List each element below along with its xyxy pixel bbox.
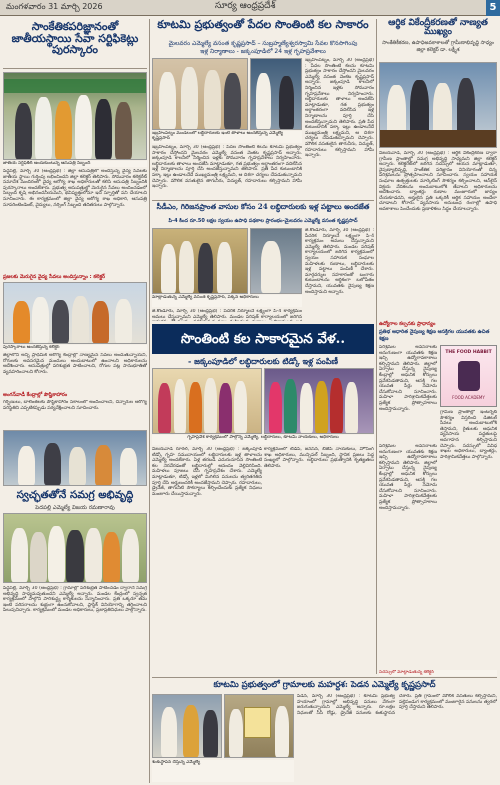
left-headline-2: స్వచ్ఛతతోనే సమగ్ర అభివృద్ధి (16, 489, 134, 501)
left-headline: సాంకేతికపరిజ్ఞానంతో జాతీయస్థాయి సేవా సర్టిఫికెట్లు పురస్కారం (11, 20, 139, 57)
mid-subheadline: పి-4 కింద రూ.50 లక్షల స్వయం ఉపాధి పథకాల ప్రారంభం-మైలవరం ఎమ్మెల్యే వసంత కృష్ణప్రసాద్ (168, 218, 358, 224)
top-subheadline-2: ఇళ్ల నిర్మాణాలు - జక్కంపూడిలో 24 ఇళ్ల గృహప్రవేశాలు (200, 48, 326, 55)
lower-body-1: విజయవాడ రూరల్, మార్చి 30 (ఆంధ్రప్రభ) : జక్కంపూడి టిడ్కో గృహ సముదాయంలో లబ్ధిదారులకు ఇళ్ల తాళాలను ఎమ్మెల్యే అందజేశారు. ఏళ్ల తరబడి ఎదురుచూసిన సొంతింటి కల నెరవేరడంతో లబ్ధిదారుల్లో ఆనందం వెల్లివిరిసింది. మహిళలు పూజలు చేసి గృహప్రవేశం చేశారు. ఎమ్మెల్యే మాట్లాడుతూ, టిడ్కో ఇళ్లలో మిగిలిన పనులను త్వరితగతిన పూర్తి చేసి అర్హులందరికీ అందజేస్తామని చెప్పారు. రహదారులు, డ్రైనేజీ, తాగునీటి సౌకర్యాలు కల్పించేందుకు ప్రత్యేక నిధులు మంజూరు చేయిస్తామన్నారు. (152, 447, 262, 497)
main-banner-subheadline: - జక్కంపూడిలో లబ్ధిదారులకు టిడ్కో ఇళ్ల పంపిణీ (188, 357, 338, 366)
lower-caption: గృహప్రవేశ కార్యక్రమంలో పాల్గొన్న ఎమ్మెల్యే, లబ్ధిదారులు, కూటమి నాయకులు, అధికారులు (152, 435, 374, 445)
left-body-1: పెద్దపల్లి, మార్చి 30 (ఆంధ్రప్రభ) : జిల్లా ఆసుపత్రిలో అందిస్తున్న వైద్య సేవలకు జాతీయ స్థాయి గుర్తింపు లభించిందని జిల్లా కలెక్టర్ తెలిపారు. సోమవారం కలెక్టరేట్ సమావేశ మందిరంలో వైద్య ఆరోగ్య శాఖ అధికారులతో కలిసి ఆసుపత్రి సిబ్బందికి పురస్కారాలు అందజేశారు. ప్రభుత్వ ఆసుపత్రుల్లో మెరుగైన సేవలు అందించడంలో సిబ్బంది కృషి అభినందనీయమని, భవిష్యత్తులోనూ ఇదే స్ఫూర్తితో పని చేయాలని సూచించారు. ఈ కార్యక్రమంలో జిల్లా వైద్య ఆరోగ్య శాఖ అధికారి, ఆసుపత్రి సూపరింటెండెంట్, వైద్యులు, నర్సింగ్ సిబ్బంది తదితరులు పాల్గొన్నారు. (3, 169, 147, 208)
right-headline: ఆర్థిక వికేంద్రీకరణతో నాణ్యత ముఖ్యం (388, 18, 488, 38)
page-number: 5 (486, 0, 500, 16)
bottom-body: పెడన, మార్చి 30 (ఆంధ్రప్రభ) : కూటమి ప్రభుత్వ హయాంలో గ్రామాల్లో అభివృద్ధి పనులు వేగంగా జరుగుతున్నాయని ఎమ్మెల్యే అన్నారు. రూ.లక్షల నిధులతో సీసీ రోడ్లు, డ్రైనేజీ పనులకు శంకుస్థాపన చేశారు. ప్రతి గ్రామంలో మౌలిక వసతులు కల్పిస్తామని, పల్లెపండుగ కార్యక్రమంలో మంజూరైన పనులను త్వరలో పూర్తి చేస్తామని తెలిపారు. (297, 694, 497, 716)
mid-body-continued: జి.కొండూరు, మార్చి 30 (ఆంధ్రప్రభ) : పేదరిక నిర్మూలనే లక్ష్యంగా పి-4 కార్యక్రమం అమలు చేస్తున్నామని ఎమ్మెల్యే తెలిపారు. మండల పరిషత్ కార్యాలయంలో జరిగిన (152, 309, 302, 320)
right-ad (440, 345, 497, 407)
right-subhead: ఉద్యోగాల కల్పనకు ప్రాధాన్యం (379, 321, 436, 327)
left-body-4: పెద్దపల్లి, మార్చి 30 (ఆంధ్రప్రభ) : గ్రామాల్లో పరిశుభ్రత పాటించడం ద్వారానే సమగ్ర అభివృద్ధి సాధ్యమవుతుందని ఎమ్మెల్యే అన్నారు. మండల కేంద్రంలో స్వచ్ఛత కార్యక్రమంలో పాల్గొని పారిశుద్ధ్య కార్మికులను సన్మానించారు. ప్రతి ఒక్కరూ తమ ఇంటి పరిసరాలను శుభ్రంగా ఉంచుకోవాలని, ప్లాస్టిక్ వినియోగాన్ని తగ్గించాలని పిలుపునిచ్చారు. కార్యక్రమంలో మండల అధికారులు, ప్రజాప్రతినిధులు పాల్గొన్నారు. (3, 586, 147, 614)
mid-caption: మాట్లాడుతున్న ఎమ్మెల్యే వసంత కృష్ణప్రసాద్, పక్కన అధికారులు (152, 295, 302, 307)
lower-photo-1 (152, 368, 262, 434)
mid-photo-2 (250, 228, 302, 294)
right-body-3: గ్రామీణ ప్రాంతాల్లో ఇంటర్నెట్ సౌకర్యం విస్తరించి డిజిటల్ సేవలు అందుబాటులోకి తెస్తామని, రైతులకు ఆధునిక వ్యవసాయ పద్ధతులపై అవగాహన కల్పిస్తామని చెప్పారు. సదస్సులో వివిధ శాఖల అధికారులు, బ్యాంకర్లు, పారిశ్రామికవేత్తలు పాల్గొన్నారు. (440, 410, 497, 460)
left-photo-2 (3, 282, 147, 344)
right-body-1: విజయవాడ, మార్చి 30 (ఆంధ్రప్రభ) : ఆర్థిక వికేంద్రీకరణ ద్వారా గ్రామీణ ప్రాంతాల్లో సమగ్ర అభివృద్ధి సాధ్యమని జిల్లా కలెక్టర్ అన్నారు. కలెక్టరేట్‌లో జరిగిన సదస్సులో ఆయన మాట్లాడుతూ, నైపుణ్యాభివృద్ధి, సాంకేతిక పరిజ్ఞానం వినియోగంతో చిన్న పరిశ్రమలను ప్రోత్సహించాలని సూచించారు. స్వయం సహాయక సంఘాల ఉత్పత్తులకు మార్కెటింగ్ సౌకర్యం కల్పించాలని, ఆన్‌లైన్ విక్రయ వేదికలను అందుబాటులోకి తేవాలని అధికారులను ఆదేశించారు. బ్యాంకర్లు రుణాల మంజూరులో జాప్యం చేయకూడదని, అర్హులైన ప్రతి ఒక్కరికీ ఆర్థిక సహాయం అందేలా చూడాలని కోరారు. వ్యవసాయ అనుబంధ రంగాల్లో ఉపాధి అవకాశాలు పెంచేందుకు ప్రణాళికలు సిద్ధం చేయాలన్నారు. (379, 151, 497, 212)
bottom-headline: కూటమి ప్రభుత్వంలో గ్రామాలకు మహర్దశ: పెడన ఎమ్మెల్యే కృష్ణప్రసాద్ (213, 679, 436, 689)
mid-body: జి.కొండూరు, మార్చి 30 (ఆంధ్రప్రభ) : పేదరిక నిర్మూలనే లక్ష్యంగా పి-4 కార్యక్రమం అమలు చేస్తున్నామని ఎమ్మెల్యే తెలిపారు. మండల పరిషత్ కార్యాలయంలో జరిగిన కార్యక్రమంలో స్వయం సహాయక సంఘాల మహిళలకు రుణాలు, లబ్ధిదారులకు ఇళ్ల పట్టాలు పంపిణీ చేశారు. మార్గదర్శుల సహకారంతో బంగారు కుటుంబాలను ఆర్థికంగా బలోపేతం చేస్తామని, యువతకు నైపుణ్య శిక్షణ అందిస్తామని అన్నారు. (305, 228, 374, 295)
right-subhead-2: ప్రతిభ ఆధారిత నైపుణ్య శిక్షణ ఆసక్తిగల యువతకు ఉచిత శిక్షణ (379, 329, 490, 342)
right-body-2-continued: పరిశ్రమల అవసరాలకు అనుగుణంగా యువతకు శిక్షణ ఇచ్చి ఉద్యోగావకాశాలు కల్పిస్తామని తెలిపారు. జిల్లాలో ఏర్పాటు చేస్తున్న నైపుణ్య కేంద్రాల్లో ఆధునిక కోర్సులు ప్రవేశపెడతామని, ఆసక్తి గల యువత పేర్లు నమోదు చేసుకోవాలని సూచించారు. మహిళా పారిశ్రామికవేత్తలకు ప్రత్యేక ప్రోత్సాహకాలు అందిస్తామన్నారు. (379, 444, 437, 511)
mid-photo (152, 228, 248, 294)
ad-text: FOOD ACADEMY (452, 395, 485, 400)
bottom-photo-2 (224, 694, 294, 758)
top-body-continued: ఇబ్రహీంపట్నం, మార్చి 30 (ఆంధ్రప్రభ) : పేదల సొంతింటి కలను కూటమి ప్రభుత్వం సాకారం చేస్తోందని మైలవరం ఎమ్మెల్యే వసంత వెంకట కృష్ణప్రసాద్ అన్నారు. జక్కంపూడి కాలనీలో నిర్మించిన ఇళ్లకు సోమవారం గృహప్రవేశాలు నిర్వహించారు. లబ్ధిదారులకు తాళాలు అందజేసి మాట్లాడుతూ, గత ప్రభుత్వం అర్ధాంతరంగా వదిలేసిన ఇళ్ల నిర్మాణాలను పూర్తి చేసి అందజేస్తున్నామని తెలిపారు. ప్రతి పేద కుటుంబానికి పక్కా ఇల్లు ఉండాలనేదే ముఖ్యమంత్రి లక్ష్యమని, ఆ దిశగా చర్యలు చేపడుతున్నామని చెప్పారు. మౌలిక వసతులైన తాగునీరు, విద్యుత్, రహదారులు కల్పిస్తామని హామీ ఇచ్చారు. (152, 145, 302, 190)
lower-photo-2 (264, 368, 374, 434)
bottom-photo-1 (152, 694, 222, 758)
page-header (0, 0, 500, 16)
right-bottom-caption: సదస్సులో మాట్లాడుతున్న కలెక్టర్ (379, 670, 497, 676)
main-banner-headline: సొంతింటి కల సాకారమైన వేళ.. (180, 331, 346, 347)
left-body-2: జిల్లాలోని అన్ని ప్రాథమిక ఆరోగ్య కేంద్రాల్లో నాణ్యమైన సేవలు అందుతున్నాయని, రోగులకు అవసరమైన మందులు అందుబాటులో ఉంచాలని అధికారులను ఆదేశించారు. ఆసుపత్రుల్లో పరిశుభ్రత పాటించాలని, రోగుల పట్ల సానుభూతితో వ్యవహరించాలని కోరారు. (3, 353, 147, 375)
right-body-2: పరిశ్రమల అవసరాలకు అనుగుణంగా యువతకు శిక్షణ ఇచ్చి ఉద్యోగావకాశాలు కల్పిస్తామని తెలిపారు. జిల్లాలో ఏర్పాటు చేస్తున్న నైపుణ్య కేంద్రాల్లో ఆధునిక కోర్సులు ప్రవేశపెడతామని, ఆసక్తి గల యువత పేర్లు నమోదు చేసుకోవాలని సూచించారు. మహిళా పారిశ్రామికవేత్తలకు ప్రత్యేక ప్రోత్సాహకాలు అందిస్తామన్నారు. (379, 345, 437, 412)
left-photo-1 (3, 72, 147, 160)
left-caption-1: జాతీయ సర్టిఫికెట్ అందుకుంటున్న ఆసుపత్రి సిబ్బంది (3, 161, 147, 167)
left-body-3: గర్భిణులు, బాలింతలకు పౌష్టికాహారం సకాలంలో అందించాలని, చిన్నారుల ఆరోగ్య పరిస్థితిని ఎప్పటికప్పుడు పర్యవేక్షించాలని సూచించారు. (3, 400, 147, 411)
top-photo-2 (250, 58, 302, 130)
left-subheadline-2: పెదపల్లి ఎమ్మెల్యే విజయ రమణారావు (35, 505, 115, 511)
left-photo-4 (3, 513, 147, 583)
mid-headline: సీడీఎం, గిరిజనప్రాంత వాసుల కోసం 24 లబ్ధిదారులకు ఇళ్ల పట్టాలు అందజేత (156, 202, 370, 211)
top-photo (152, 58, 248, 130)
left-subhead-1: ప్రజలకు మెరుగైన వైద్య సేవలు అందిస్తున్నాం : కలెక్టర్ (3, 274, 106, 280)
left-photo-3 (3, 430, 147, 486)
top-body: ఇబ్రహీంపట్నం, మార్చి 30 (ఆంధ్రప్రభ) : పేదల సొంతింటి కలను కూటమి ప్రభుత్వం సాకారం చేస్తోందని మైలవరం ఎమ్మెల్యే వసంత వెంకట కృష్ణప్రసాద్ అన్నారు. జక్కంపూడి కాలనీలో నిర్మించిన ఇళ్లకు సోమవారం గృహప్రవేశాలు నిర్వహించారు. లబ్ధిదారులకు తాళాలు అందజేసి మాట్లాడుతూ, గత ప్రభుత్వం అర్ధాంతరంగా వదిలేసిన ఇళ్ల నిర్మాణాలను పూర్తి చేసి అందజేస్తున్నామని తెలిపారు. ప్రతి పేద కుటుంబానికి పక్కా ఇల్లు ఉండాలనేదే ముఖ్యమంత్రి లక్ష్యమని, ఆ దిశగా చర్యలు చేపడుతున్నామని చెప్పారు. మౌలిక వసతులైన తాగునీరు, విద్యుత్, రహదారులు కల్పిస్తామని హామీ ఇచ్చారు. (305, 58, 374, 159)
left-subhead-2: అంగన్‌వాడీ కేంద్రాల్లో పౌష్టికాహారం (3, 392, 68, 398)
lower-body-2: కార్యక్రమంలో టీడీపీ, జనసేన, బీజేపీ నాయకులు, హౌసింగ్ శాఖ అధికారులు, మున్సిపల్ సిబ్బంది, స్థానిక ప్రజలు పెద్ద సంఖ్యలో పాల్గొన్నారు. లబ్ధిదారులు ప్రభుత్వానికి కృతజ్ఞతలు తెలిపారు. (264, 447, 374, 469)
top-headline: కూటమి ప్రభుత్వంతో పేదల సొంతింటి కల సాకారం (157, 18, 369, 31)
top-subheadline: మైలవరం ఎమ్మెల్యే వసంత కృష్ణప్రసాద్ – సుబ్రహ్మణ్యేశ్వరస్వామి సేవల కొనసాగింపు (168, 40, 358, 47)
right-subheadline: సాంకేతికీకరణ, ఉపాధిఅవకాశాలతో గ్రామీణాభివృద్ధి సాధ్యం జిల్లా కలెక్టర్ డా. లక్ష్మీశ (382, 40, 494, 53)
masthead: సూర్య ఆంధ్రప్రదేశ్ (215, 1, 276, 11)
main-banner (152, 324, 374, 354)
issue-date: మంగళవారం 31 మార్చి 2026 (6, 2, 103, 11)
bottom-caption: శంకుస్థాపన చేస్తున్న ఎమ్మెల్యే (152, 760, 294, 782)
ad-title: THE FOOD HABBIT (445, 350, 492, 355)
top-caption: ఇబ్రహీంపట్నం మండలంలో లబ్ధిదారులకు ఇంటి తాళాలు అందజేస్తున్న ఎమ్మెల్యే కృష్ణప్రసాద్ (152, 131, 302, 143)
left-caption-2: పురస్కారాలు అందజేస్తున్న కలెక్టర్ (3, 345, 147, 351)
left-headline-box (3, 19, 147, 69)
right-photo (379, 62, 497, 148)
